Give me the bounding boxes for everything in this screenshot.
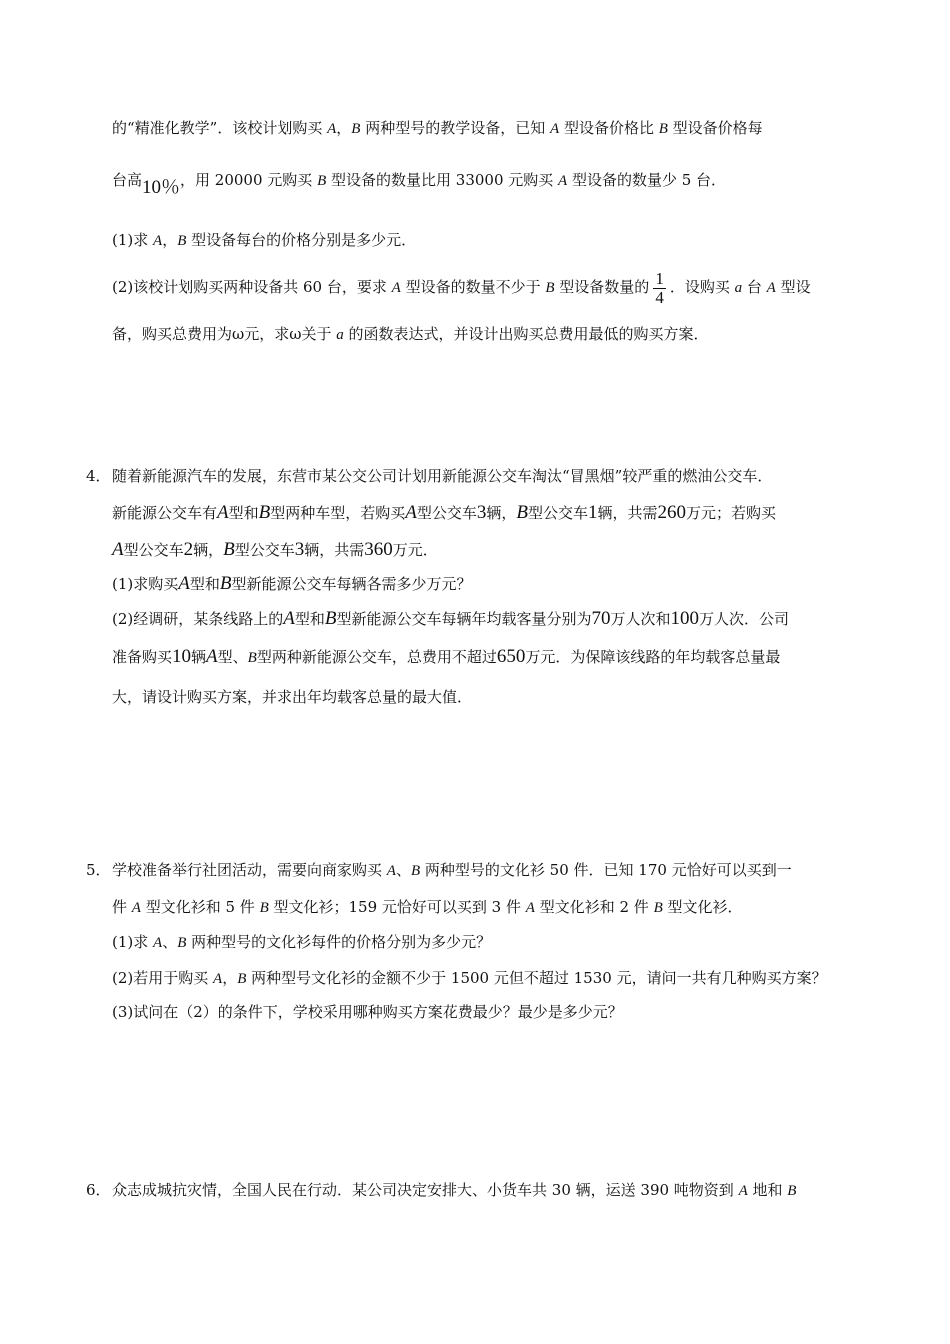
fraction-one-quarter bbox=[653, 270, 666, 307]
fraction-numerator: 1 bbox=[655, 268, 664, 288]
q3-part-2: (2)该校计划购买两种设备共 60 台，要求 A 型设备的数量不少于 B 型设备数量的 $\frac{1}{4}$ ．设购买 a 台 A 型设 bbox=[112, 268, 811, 307]
q4-line-1: 随着新能源汽车的发展，东营市某公交公司计划用新能源公交车淘汰“冒黑烟”较严重的燃油公交车． bbox=[112, 467, 773, 485]
fraction-denominator: 4 bbox=[655, 287, 664, 307]
q4-line-3: A型公交车2辆，B型公交车3辆，共需360万元． bbox=[112, 539, 438, 560]
q3-line-2: 台高10％，用 20000 元购买 B 型设备的数量比用 33000 元购买 A 型设备的数量少 5 台． bbox=[112, 171, 727, 198]
q5-part-2: (2)若用于购买 A，B 两种型号文化衫的金额不少于 1500 元但不超过 1530 元，请问一共有几种购买方案？ bbox=[112, 969, 827, 987]
omega-symbol: ω bbox=[232, 325, 245, 343]
q5-line-2: 件 A 型文化衫和 5 件 B 型文化衫；159 元恰好可以买到 3 件 A 型文化衫和 2 件 B 型文化衫． bbox=[112, 898, 743, 916]
percent-value: 10％ bbox=[142, 177, 181, 198]
question-number-6: 6． bbox=[86, 1181, 111, 1199]
q4-part-2-end: 大，请设计购买方案，并求出年均载客总量的最大值． bbox=[112, 688, 473, 706]
question-number-4: 4． bbox=[86, 467, 111, 485]
q4-part-1: (1)求购买A型和B型新能源公交车每辆各需多少万元？ bbox=[112, 573, 472, 594]
q4-part-2: (2)经调研，某条线路上的A型和B型新能源公交车每辆年均载客量分别为70万人次和100万人次．公司 bbox=[112, 608, 790, 629]
q3-part-1: (1)求 A，B 型设备每台的价格分别是多少元． bbox=[112, 231, 417, 249]
q5-part-3: (3)试问在（2）的条件下，学校采用哪种购买方案花费最少？最少是多少元？ bbox=[112, 1003, 623, 1021]
q4-line-2: 新能源公交车有A型和B型两种车型，若购买A型公交车3辆，B型公交车1辆，共需260万元；若购买 bbox=[112, 502, 777, 523]
q5-part-1: (1)求 A、B 两种型号的文化衫每件的价格分别为多少元？ bbox=[112, 933, 492, 951]
q3-line-1: 的“精准化教学”．该校计划购买 A，B 两种型号的教学设备，已知 A 型设备价格比 B 型设备价格每 bbox=[112, 119, 763, 137]
q6-line-1: 众志成城抗灾情，全国人民在行动．某公司决定安排大、小货车共 30 辆，运送 390 吨物资到 A 地和 B bbox=[112, 1181, 797, 1199]
q4-part-2-continued: 准备购买10辆A型、B型两种新能源公交车，总费用不超过650万元．为保障该线路的年均载客总量最 bbox=[112, 646, 781, 667]
q3-part-2-continued: 备，购买总费用为ω元，求ω关于 a 的函数表达式，并设计出购买总费用最低的购买方案． bbox=[112, 325, 709, 343]
omega-symbol: ω bbox=[289, 325, 302, 343]
q5-line-1: 学校准备举行社团活动，需要向商家购买 A、B 两种型号的文化衫 50 件．已知 170 元恰好可以买到一 bbox=[112, 861, 792, 879]
question-number-5: 5． bbox=[86, 861, 111, 879]
